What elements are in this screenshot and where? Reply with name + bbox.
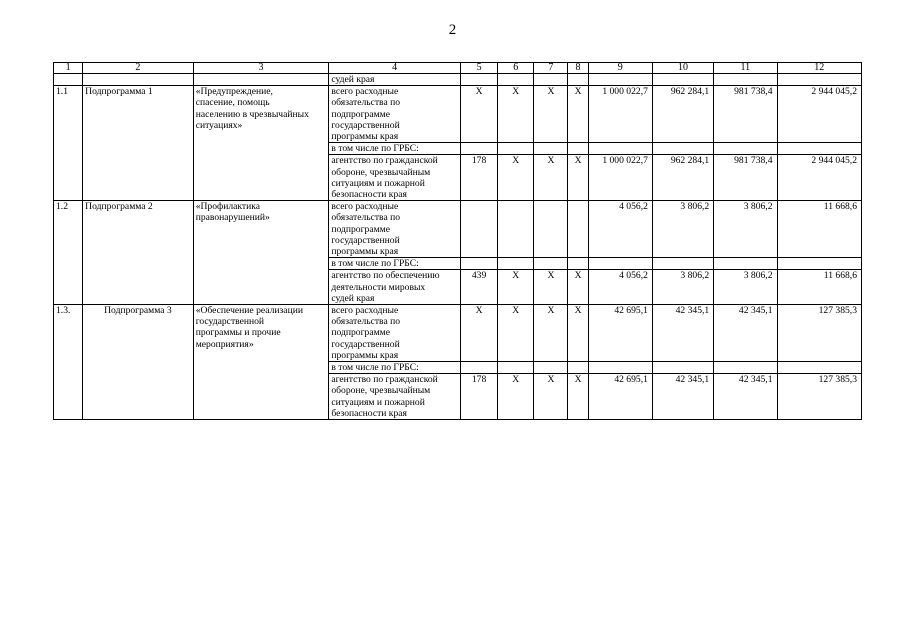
empty-cell bbox=[83, 74, 194, 86]
column-header: 2 bbox=[83, 63, 194, 74]
row-number: 1.2 bbox=[54, 201, 83, 305]
total-value: 2 944 045,2 bbox=[777, 86, 862, 143]
empty-cell bbox=[568, 362, 588, 374]
subprogram-name: Подпрограмма 3 bbox=[83, 305, 194, 420]
agency-value: 11 668,6 bbox=[777, 270, 862, 305]
empty-cell bbox=[652, 258, 713, 270]
agency-value: 3 806,2 bbox=[714, 270, 777, 305]
agency-value: 2 944 045,2 bbox=[777, 155, 862, 201]
agency-value: X bbox=[568, 270, 588, 305]
total-value: 11 668,6 bbox=[777, 201, 862, 258]
agency-label: агентство по обеспечению деятельности мировых судей края bbox=[329, 270, 461, 305]
total-value bbox=[460, 201, 497, 258]
agency-value: 981 738,4 bbox=[714, 155, 777, 201]
empty-cell bbox=[498, 143, 534, 155]
empty-cell bbox=[777, 258, 862, 270]
subprogram-title: «Предупреждение, спасение, помощь населению в чрезвычайных ситуациях» bbox=[193, 86, 329, 201]
empty-cell bbox=[588, 143, 652, 155]
agency-value: X bbox=[534, 155, 568, 201]
agency-value: 439 bbox=[460, 270, 497, 305]
empty-cell bbox=[714, 258, 777, 270]
total-value: X bbox=[460, 86, 497, 143]
total-value: X bbox=[534, 305, 568, 362]
total-value: 3 806,2 bbox=[714, 201, 777, 258]
page-number: 2 bbox=[448, 22, 457, 38]
total-value bbox=[534, 201, 568, 258]
column-header: 6 bbox=[498, 63, 534, 74]
agency-value: 42 695,1 bbox=[588, 374, 652, 420]
empty-cell bbox=[193, 74, 329, 86]
empty-cell bbox=[534, 74, 568, 86]
empty-cell bbox=[54, 74, 83, 86]
total-label: всего расходные обязательства по подпрограмме государственной программы края bbox=[329, 305, 461, 362]
total-value: 127 385,3 bbox=[777, 305, 862, 362]
total-label: всего расходные обязательства по подпрограмме государственной программы края bbox=[329, 201, 461, 258]
agency-value: X bbox=[498, 270, 534, 305]
empty-cell bbox=[777, 362, 862, 374]
agency-value: 3 806,2 bbox=[652, 270, 713, 305]
total-value: 981 738,4 bbox=[714, 86, 777, 143]
column-header: 4 bbox=[329, 63, 461, 74]
agency-value: 1 000 022,7 bbox=[588, 155, 652, 201]
header-row bbox=[54, 63, 862, 74]
row-number: 1.1 bbox=[54, 86, 83, 201]
empty-cell bbox=[568, 258, 588, 270]
total-value bbox=[498, 201, 534, 258]
subprogram-title: «Профилактика правонарушений» bbox=[193, 201, 329, 305]
empty-cell bbox=[714, 143, 777, 155]
total-value: X bbox=[498, 86, 534, 143]
agency-value: X bbox=[568, 374, 588, 420]
agency-value: 4 056,2 bbox=[588, 270, 652, 305]
empty-cell bbox=[652, 362, 713, 374]
agency-value: 962 284,1 bbox=[652, 155, 713, 201]
empty-cell bbox=[498, 258, 534, 270]
empty-cell bbox=[652, 143, 713, 155]
empty-cell bbox=[460, 362, 497, 374]
empty-cell bbox=[534, 258, 568, 270]
total-value: 962 284,1 bbox=[652, 86, 713, 143]
column-header: 8 bbox=[568, 63, 588, 74]
column-header: 10 bbox=[652, 63, 713, 74]
empty-cell bbox=[714, 362, 777, 374]
empty-cell bbox=[588, 258, 652, 270]
subprogram-total-row bbox=[54, 201, 862, 258]
empty-cell bbox=[568, 74, 588, 86]
column-header: 9 bbox=[588, 63, 652, 74]
agency-label: агентство по гражданской обороне, чрезвычайным ситуациям и пожарной безопасности края bbox=[329, 374, 461, 420]
empty-cell bbox=[568, 143, 588, 155]
agency-value: X bbox=[534, 374, 568, 420]
empty-cell bbox=[534, 362, 568, 374]
grbs-label: в том числе по ГРБС: bbox=[329, 258, 461, 270]
total-value: 42 695,1 bbox=[588, 305, 652, 362]
continuation-row bbox=[54, 74, 862, 86]
agency-value: X bbox=[498, 374, 534, 420]
total-label: всего расходные обязательства по подпрограмме государственной программы края bbox=[329, 86, 461, 143]
row-number: 1.3. bbox=[54, 305, 83, 420]
empty-cell bbox=[777, 143, 862, 155]
subprogram-total-row bbox=[54, 305, 862, 362]
total-value: 3 806,2 bbox=[652, 201, 713, 258]
continuation-text: судей края bbox=[329, 74, 461, 86]
grbs-label: в том числе по ГРБС: bbox=[329, 362, 461, 374]
subprogram-total-row bbox=[54, 86, 862, 143]
agency-value: 42 345,1 bbox=[714, 374, 777, 420]
empty-cell bbox=[777, 74, 862, 86]
column-header: 11 bbox=[714, 63, 777, 74]
total-value: X bbox=[534, 86, 568, 143]
empty-cell bbox=[460, 143, 497, 155]
empty-cell bbox=[498, 362, 534, 374]
program-table bbox=[53, 62, 862, 420]
total-value bbox=[568, 201, 588, 258]
column-header: 1 bbox=[54, 63, 83, 74]
empty-cell bbox=[652, 74, 713, 86]
empty-cell bbox=[588, 362, 652, 374]
empty-cell bbox=[534, 143, 568, 155]
agency-value: 42 345,1 bbox=[652, 374, 713, 420]
agency-value: X bbox=[534, 270, 568, 305]
total-value: X bbox=[460, 305, 497, 362]
grbs-label: в том числе по ГРБС: bbox=[329, 143, 461, 155]
agency-value: 178 bbox=[460, 155, 497, 201]
subprogram-name: Подпрограмма 1 bbox=[83, 86, 194, 201]
empty-cell bbox=[588, 74, 652, 86]
empty-cell bbox=[714, 74, 777, 86]
column-header: 7 bbox=[534, 63, 568, 74]
subprogram-name: Подпрограмма 2 bbox=[83, 201, 194, 305]
column-header: 12 bbox=[777, 63, 862, 74]
empty-cell bbox=[460, 74, 497, 86]
total-value: 42 345,1 bbox=[714, 305, 777, 362]
agency-value: X bbox=[498, 155, 534, 201]
total-value: 42 345,1 bbox=[652, 305, 713, 362]
subprogram-title: «Обеспечение реализации государственной программы и прочие мероприятия» bbox=[193, 305, 329, 420]
total-value: 1 000 022,7 bbox=[588, 86, 652, 143]
total-value: X bbox=[498, 305, 534, 362]
agency-value: 127 385,3 bbox=[777, 374, 862, 420]
agency-value: 178 bbox=[460, 374, 497, 420]
agency-value: X bbox=[568, 155, 588, 201]
total-value: X bbox=[568, 305, 588, 362]
empty-cell bbox=[460, 258, 497, 270]
total-value: 4 056,2 bbox=[588, 201, 652, 258]
empty-cell bbox=[498, 74, 534, 86]
agency-label: агентство по гражданской обороне, чрезвычайным ситуациям и пожарной безопасности края bbox=[329, 155, 461, 201]
column-header: 3 bbox=[193, 63, 329, 74]
total-value: X bbox=[568, 86, 588, 143]
column-header: 5 bbox=[460, 63, 497, 74]
